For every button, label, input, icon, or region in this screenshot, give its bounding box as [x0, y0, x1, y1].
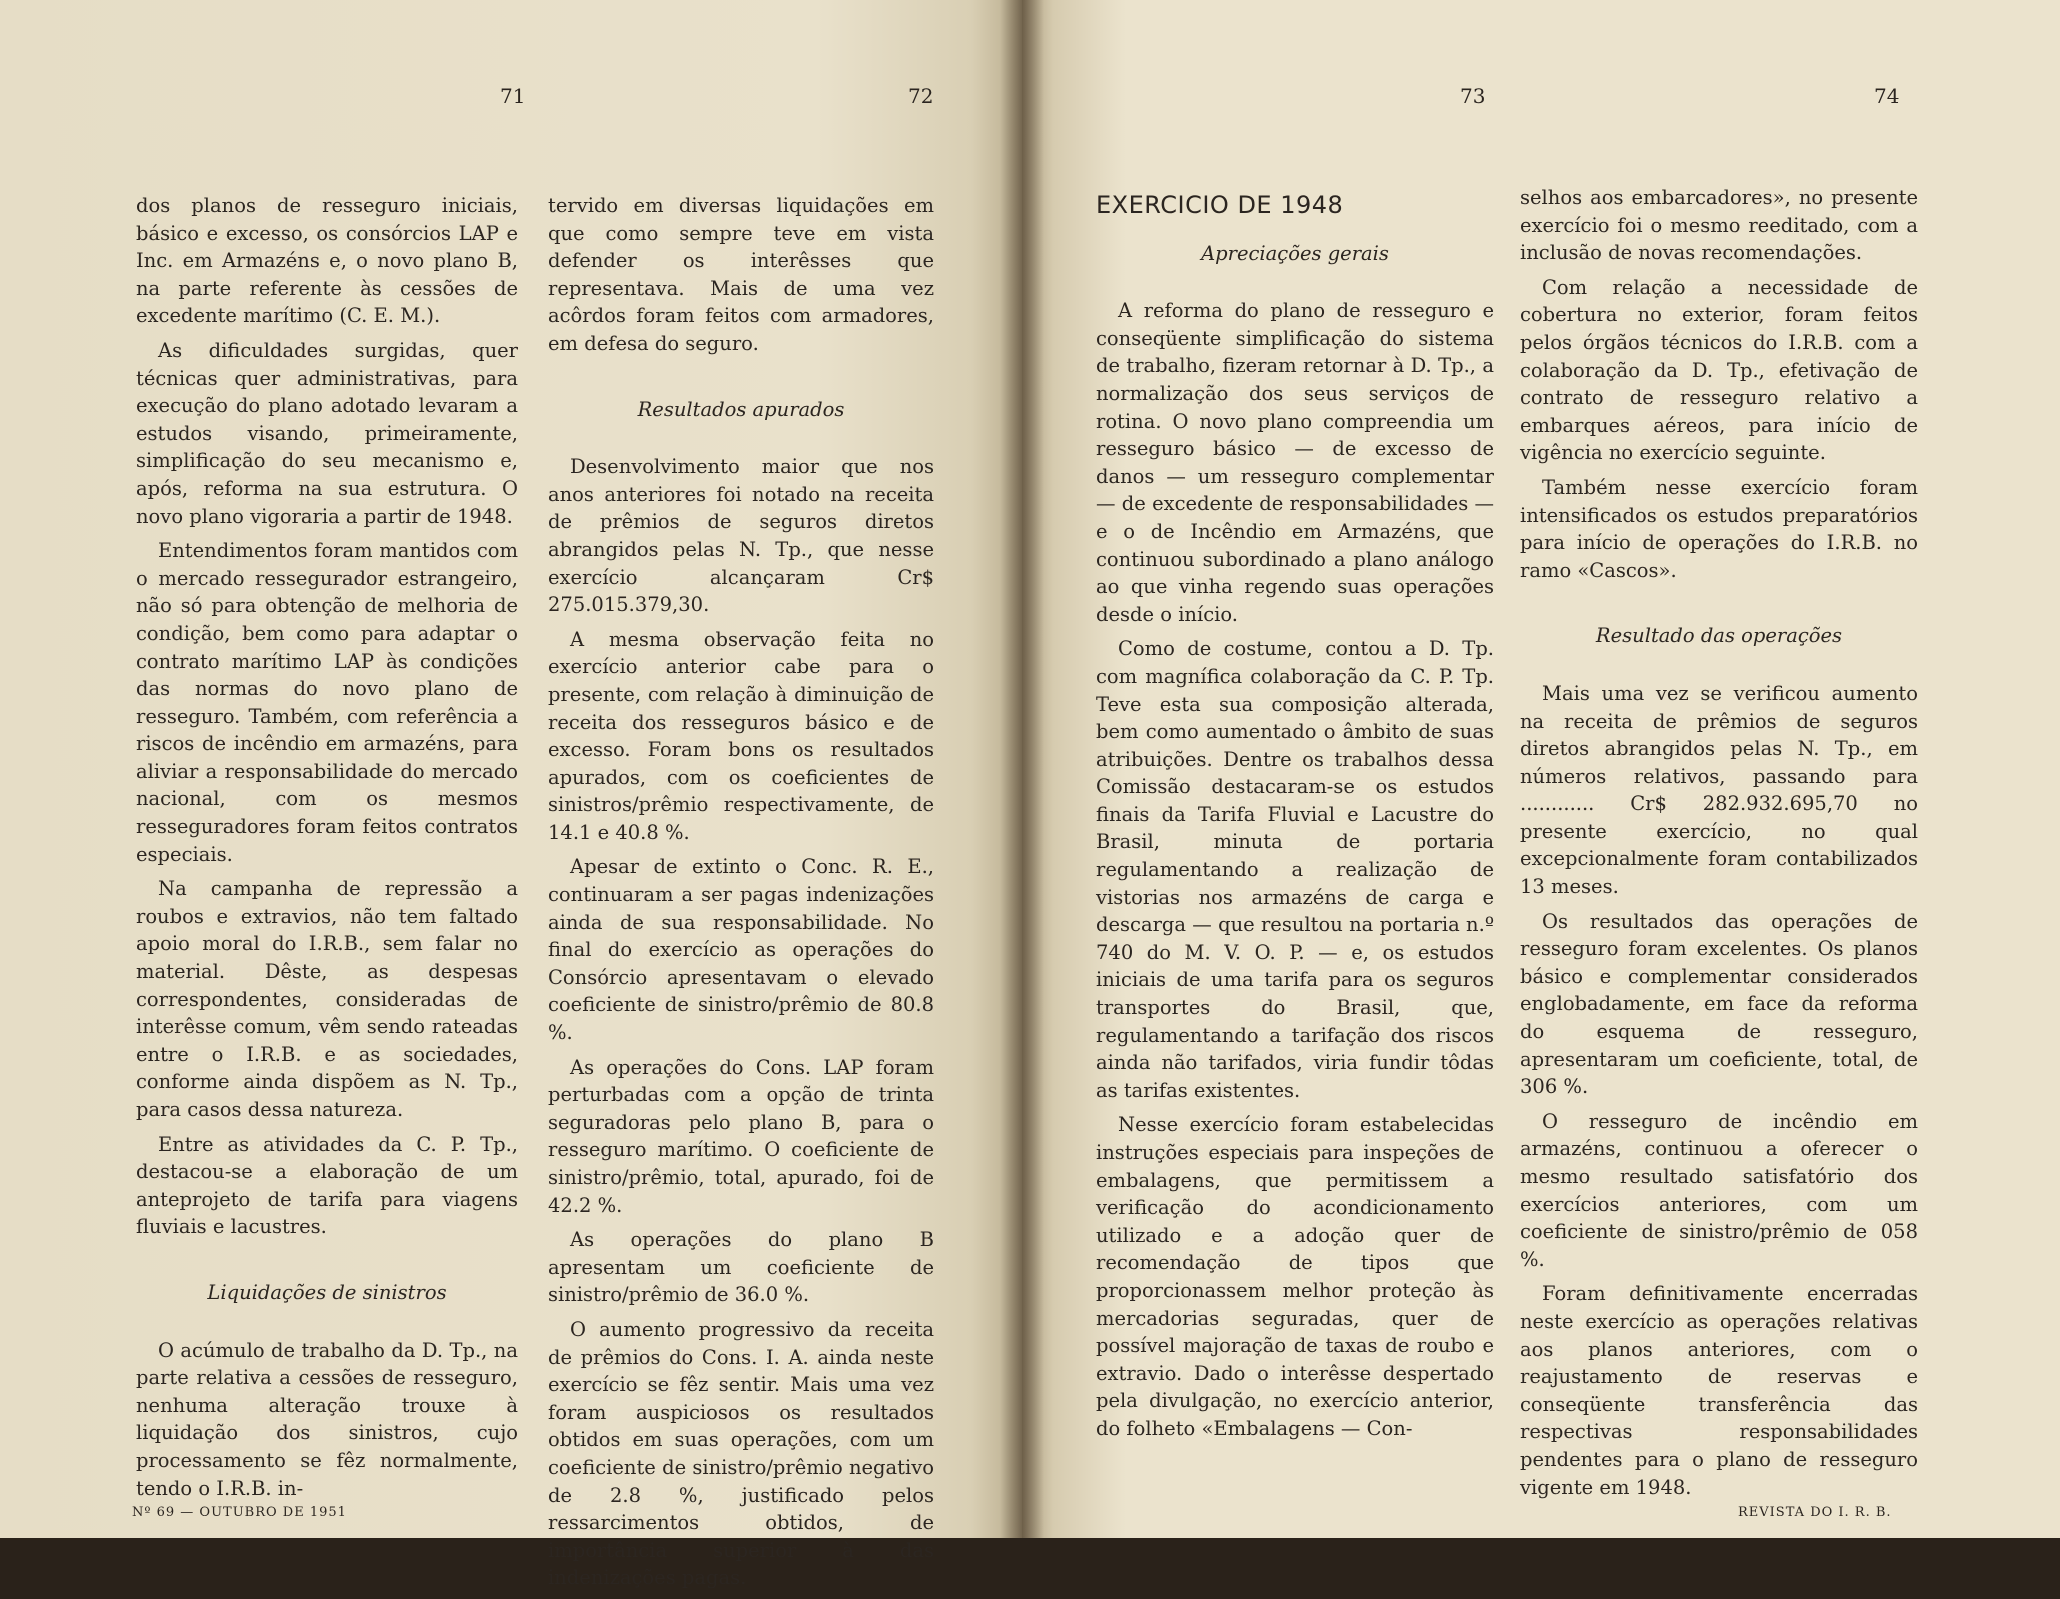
paragraph: O aumento progressivo da receita de prêmios do Cons. I. A. ainda neste exercício se fêz sentir. Mais uma vez foram auspiciosos os resultados obtidos em suas operações, com um coeficiente de sinistro/prêmio negativo de 2.8 %, justificado pelos ressarcimentos obtidos, de importância superior à das indenizações pagas. — [548, 1317, 934, 1590]
section-heading: Resultado das operações — [1595, 624, 1843, 648]
page-number-74: 74 — [1874, 84, 1900, 108]
paragraph: Entendimentos foram mantidos com o mercado ressegurador estrangeiro, não só para obtenção de melhoria de condição, bem como para adaptar o contrato marítimo LAP às condições das normas do novo plano de resseguro. Também, com referência a riscos de incêndio em armazéns, para aliviar a responsabilidade do mercado nacional, com os mesmos resseguradores foram feitos contratos especiais. — [136, 539, 518, 866]
paragraph: tervido em diversas liquidações em que como sempre teve em vista defender os interêsses que representava. Mais de uma vez acôrdos foram feitos com armadores, em defesa do seguro. — [548, 194, 934, 355]
right-page — [1022, 0, 2060, 1538]
chapter-title: EXERCICIO DE 1948 — [1096, 191, 1344, 219]
paragraph: Foram definitivamente encerradas neste exercício as operações relativas aos planos anteriores, com o reajustamento de reservas e conseqüente transferência das respectivas responsabilidades pendentes para o plano de resseguro vigente em 1948. — [1520, 1282, 1918, 1499]
paragraph: A mesma observação feita no exercício anterior cabe para o presente, com relação à diminuição de receita dos resseguros básico e de excesso. Foram bons os resultados apurados, com os coeficientes de sinistros/prêmio respectivamente, de 14.1 e 40.8 %. — [548, 627, 934, 844]
section-heading: Resultados apurados — [637, 397, 845, 421]
paragraph: Na campanha de repressão a roubos e extravios, não tem faltado apoio moral do I.R.B., sem falar no material. Dêste, as despesas correspondentes, consideradas de interêsse comum, vêm sendo rateadas entre o I.R.B. e as sociedades, conforme ainda dispõem as N. Tp., para casos dessa natureza. — [136, 877, 518, 1121]
footer-journal: REVISTA DO I. R. B. — [1738, 1505, 1892, 1520]
paragraph: Desenvolvimento maior que nos anos anteriores foi notado na receita de prêmios de seguros diretos abrangidos pelas N. Tp., que nesse exercício alcançaram Cr$ 275.015.379,30. — [548, 455, 934, 617]
paragraph: Entre as atividades da C. P. Tp., destacou-se a elaboração de um anteprojeto de tarifa para viagens fluviais e lacustres. — [136, 1132, 518, 1239]
paragraph: Apesar de extinto o Conc. R. E., continuaram a ser pagas indenizações ainda de sua responsabilidade. No final do exercício as operações do Consórcio apresentavam o elevado coeficiente de sinistro/prêmio de 80.8 %. — [548, 855, 934, 1045]
paragraph: O resseguro de incêndio em armazéns, continuou a oferecer o mesmo resultado satisfatório dos exercícios anteriores, com um coeficiente de sinistro/prêmio de 058 %. — [1520, 1109, 1918, 1271]
paragraph: Nesse exercício foram estabelecidas instruções especiais para inspeções de embalagens, que permitissem a verificação do acondicionamento utilizado e a adoção quer de recomendação de tipos que proporcionassem melhor proteção às mercadorias seguradas, quer de possível majoração de taxas de roubo e extravio. Dado o interêsse despertado pela divulgação, no exercício anterior, do folheto «Embalagens — Con- — [1096, 1113, 1494, 1440]
paragraph: dos planos de resseguro iniciais, básico e excesso, os consórcios LAP e Inc. em Armazéns e, o novo plano B, na parte referente às cessões de excedente marítimo (C. E. M.). — [136, 194, 518, 328]
paragraph: Como de costume, contou a D. Tp. com magnífica colaboração da C. P. Tp. Teve esta sua composição alterada, bem como aumentado o âmbito de suas atribuições. Dentre os trabalhos dessa Comissão destacaram-se os estudos finais da Tarifa Fluvial e Lacustre do Brasil, minuta de portaria regulamentando a realização de vistorias nos armazéns de carga e descarga — que resultou na portaria n.º 740 do M. V. O. P. — e, os estudos iniciais de uma tarifa para os seguros transportes do Brasil, que, regulamentando a tarifação dos riscos ainda não tarifados, viria fundir tôdas as tarifas existentes. — [1096, 637, 1494, 1102]
column-4 — [1520, 184, 1918, 1508]
paragraph: Mais uma vez se verificou aumento na receita de prêmios de seguros diretos abrangidos pelas N. Tp., em números relativos, passando para ............ Cr$ 282.932.695,70 no presente exercício, no qual excepcionalmente foram contabilizados 13 meses. — [1520, 681, 1918, 899]
paragraph: selhos aos embarcadores», no presente exercício foi o mesmo reeditado, com a inclusão de novas recomendações. — [1520, 186, 1918, 265]
paragraph: As operações do Cons. LAP foram perturbadas com a opção de trinta seguradoras pelo plano B, para o resseguro marítimo. O coeficiente de sinistro/prêmio, total, apurado, foi de 42.2 %. — [548, 1055, 934, 1217]
paragraph: Com relação a necessidade de cobertura no exterior, foram feitos pelos órgãos técnicos do I.R.B. com a colaboração da D. Tp., efetivação de contrato de resseguro relativo a embarques aéreos, para início de vigência no exercício seguinte. — [1520, 275, 1918, 465]
paragraph: Também nesse exercício foram intensificados os estudos preparatórios para início de operações do I.R.B. no ramo «Cascos». — [1520, 475, 1918, 582]
section-heading: Apreciações gerais — [1201, 241, 1389, 265]
paragraph: As operações do plano B apresentam um coeficiente de sinistro/prêmio de 36.0 %. — [548, 1228, 934, 1307]
paragraph: Os resultados das operações de resseguro foram excelentes. Os planos básico e complementar considerados englobadamente, em face da reforma do esquema de resseguro, apresentaram um coeficiente, total, de 306 %. — [1520, 909, 1918, 1099]
page-number-71: 71 — [500, 84, 526, 108]
paragraph: O acúmulo de trabalho da D. Tp., na parte relativa a cessões de resseguro, nenhuma alteração trouxe à liquidação dos sinistros, cujo processamento se fêz normalmente, tendo o I.R.B. in- — [136, 1338, 518, 1500]
column-2 — [548, 192, 934, 1599]
section-heading: Liquidações de sinistros — [207, 1280, 447, 1304]
footer-issue: Nº 69 — OUTUBRO DE 1951 — [132, 1505, 347, 1520]
column-3 — [1096, 192, 1494, 1450]
left-page — [0, 0, 1022, 1590]
column-1 — [136, 192, 518, 1509]
paragraph: A reforma do plano de resseguro e conseqüente simplificação do sistema de trabalho, fizeram retornar à D. Tp., a normalização dos seus serviços de rotina. O novo plano compreendia um resseguro básico — de excesso de danos — um resseguro complementar — de excedente de responsabilidades — e o de Incêndio em Armazéns, que continuou subordinado a plano análogo ao que vinha regendo suas operações desde o início. — [1096, 299, 1494, 626]
paragraph: As dificuldades surgidas, quer técnicas quer administrativas, para execução do plano adotado levaram a estudos visando, primeiramente, simplificação do seu mecanismo e, após, reforma na sua estrutura. O novo plano vigoraria a partir de 1948. — [136, 338, 518, 528]
page-number-73: 73 — [1460, 84, 1486, 108]
page-number-72: 72 — [908, 84, 934, 108]
